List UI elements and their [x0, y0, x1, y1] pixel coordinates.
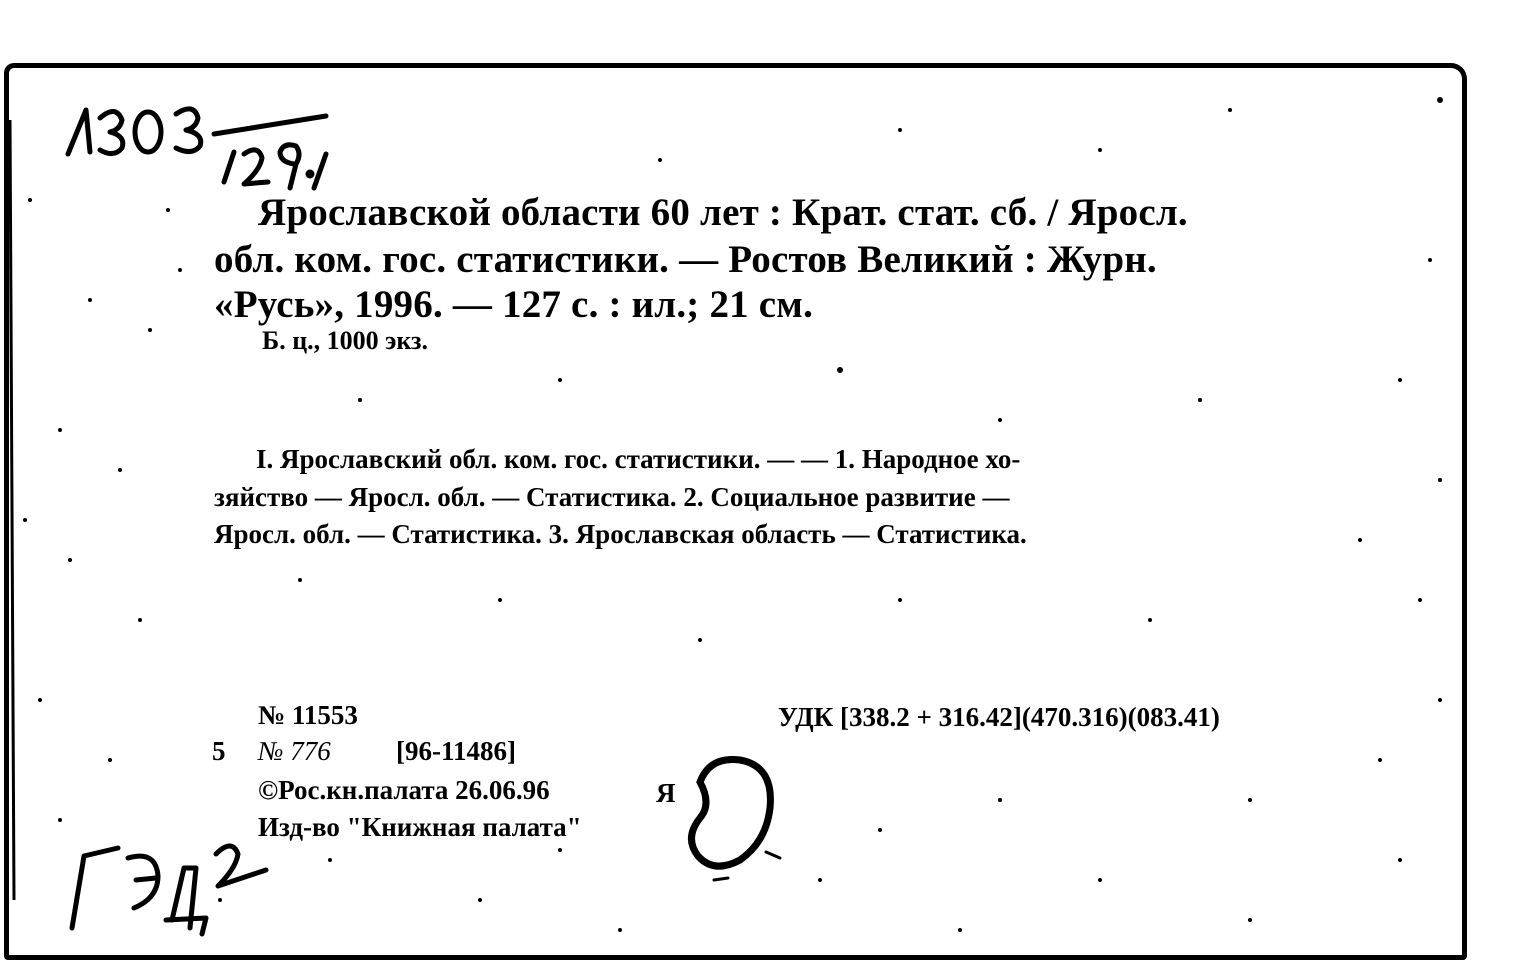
side-digit: 5: [212, 736, 226, 766]
title-line-2: обл. ком. гос. статистики. — Ростов Великий : Журн.: [214, 238, 1157, 281]
publisher-line: Изд-во "Книжная палата": [258, 812, 582, 842]
price-line: Б. ц., 1000 экз.: [262, 326, 428, 355]
subject-line-3: Яросл. обл. — Статистика. 3. Ярославская область — Статистика.: [214, 519, 1027, 549]
number-2: № 776: [258, 736, 331, 766]
handwritten-mark: [66, 828, 296, 940]
subject-line-2: зяйство — Яросл. обл. — Статистика. 2. Социальное развитие —: [214, 482, 1010, 512]
title-line-3: «Русь», 1996. — 127 с. : ил.; 21 см.: [214, 283, 814, 326]
number-2-bracket: [96-11486]: [396, 736, 516, 766]
number-1: № 11553: [258, 700, 358, 730]
subject-line-1: I. Ярославский обл. ком. гос. статистики. — — 1. Народное хо-: [256, 444, 1021, 474]
handwritten-shelf-mark: [64, 92, 374, 192]
copyright-line: ©Рос.кн.палата 26.06.96: [258, 775, 550, 805]
title-line-1: Ярославской области 60 лет : Крат. стат. сб. / Яросл.: [258, 191, 1188, 234]
udk-code: УДК [338.2 + 316.42](470.316)(083.41): [778, 702, 1220, 732]
ink-loop: [670, 752, 790, 882]
stamp-letter: Я: [656, 778, 676, 808]
